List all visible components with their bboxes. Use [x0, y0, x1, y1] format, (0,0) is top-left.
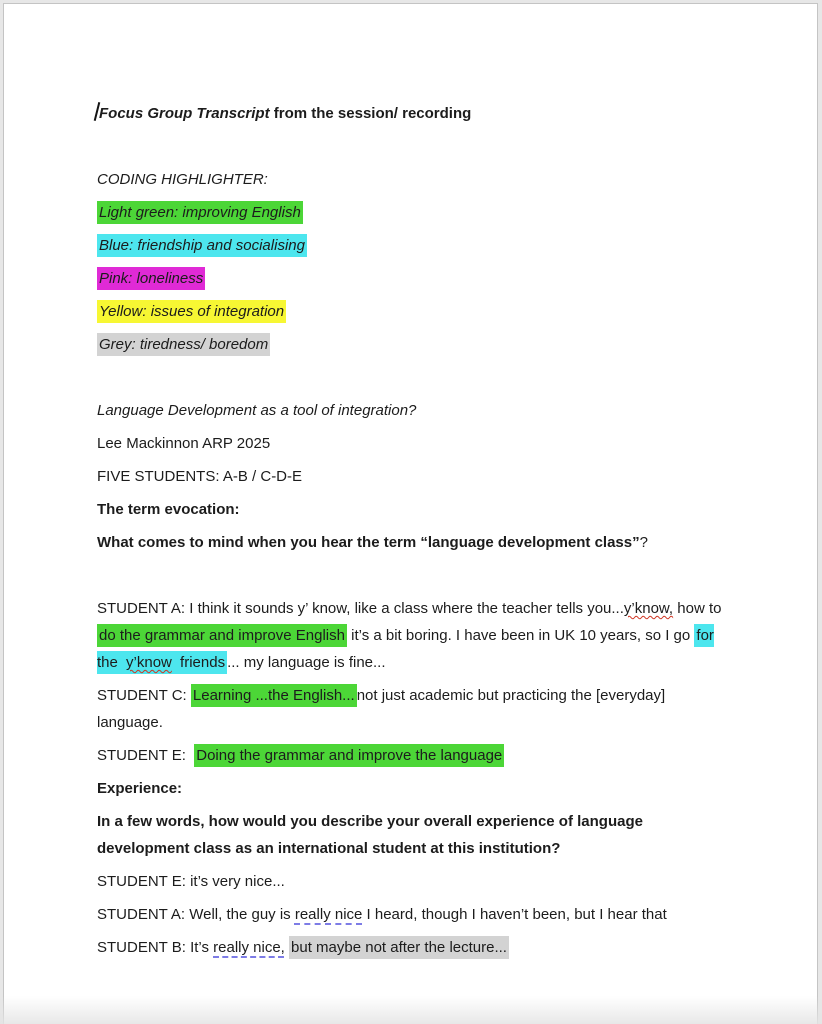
blank-line	[97, 562, 727, 595]
student-c-response-1[interactable]: STUDENT C: Learning ...the English... not just academic but practicing the [everyday] language.	[97, 682, 727, 736]
question-1-text[interactable]: What comes to mind when you hear the term “language development class”?	[97, 534, 648, 551]
legend-item-light-green[interactable]: Light green: improving English	[97, 199, 727, 226]
document-page[interactable]	[3, 3, 818, 1024]
student-e-response-1[interactable]: STUDENT E: Doing the grammar and improve the language	[97, 742, 727, 769]
author-line[interactable]: Lee Mackinnon ARP 2025	[97, 435, 271, 452]
student-e-response-2[interactable]: STUDENT E: it’s very nice...	[97, 873, 285, 890]
students-line[interactable]: FIVE STUDENTS: A-B / C-D-E	[97, 468, 303, 485]
legend-item-pink[interactable]: Pink: loneliness	[97, 265, 727, 292]
student-a-response-2[interactable]: STUDENT A: Well, the guy is really nice I heard, though I haven’t been, but I hear that	[97, 906, 667, 923]
student-a-response-1[interactable]: STUDENT A: I think it sounds y’ know, like a class where the teacher tells you...y’know, how to do the grammar and improve English it’s a bit boring. I have been in UK 10 years, so I go for the y’know friends ... my language is fine...	[97, 595, 727, 676]
title-text: Focus Group Transcript from the session/ recording	[99, 105, 472, 122]
legend-item-blue[interactable]: Blue: friendship and socialising	[97, 232, 727, 259]
study-title[interactable]: Language Development as a tool of integration?	[97, 402, 417, 419]
question-2-text[interactable]: In a few words, how would you describe your overall experience of language development class as an international student at this institution?	[97, 813, 643, 857]
student-b-response-1[interactable]: STUDENT B: It’s really nice, but maybe not after the lecture...	[97, 934, 727, 961]
blank-line	[97, 364, 727, 397]
legend-item-yellow[interactable]: Yellow: issues of integration	[97, 298, 727, 325]
document-title[interactable]	[97, 100, 727, 127]
legend-item-grey[interactable]: Grey: tiredness/ boredom	[97, 331, 727, 358]
blank-line	[97, 133, 727, 166]
question-2-heading[interactable]: Experience:	[97, 780, 183, 797]
coding-highlighter-heading[interactable]: CODING HIGHLIGHTER:	[97, 171, 268, 188]
question-1-heading[interactable]: The term evocation:	[97, 501, 240, 518]
